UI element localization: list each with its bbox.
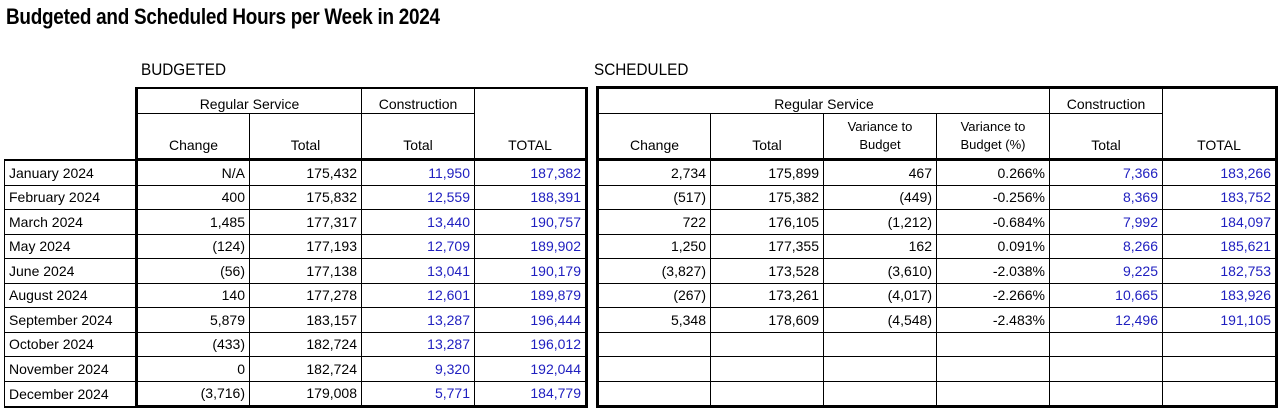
budgeted-grand-total-cell: 189,879: [475, 283, 587, 308]
budgeted-grand-total-cell: 196,012: [475, 332, 587, 357]
scheduled-grand-total-cell: 183,752: [1163, 185, 1277, 210]
budgeted-change-cell: (124): [137, 234, 250, 259]
scheduled-total-cell: 178,609: [711, 308, 824, 333]
budgeted-construction-cell: 13,440: [362, 210, 475, 235]
scheduled-construction-header: Construction: [1050, 88, 1163, 114]
budgeted-change-cell: 0: [137, 357, 250, 382]
budgeted-construction-cell: 12,559: [362, 185, 475, 210]
month-cell: August 2024: [5, 283, 137, 308]
scheduled-construction-cell: [1050, 332, 1163, 357]
scheduled-total-cell: 173,261: [711, 283, 824, 308]
table-row: [5, 332, 1277, 357]
budgeted-construction-total-header: Total: [362, 114, 475, 160]
scheduled-variance-pct-cell: 0.091%: [937, 234, 1050, 259]
budgeted-construction-cell: 13,287: [362, 332, 475, 357]
budgeted-change-cell: (3,716): [137, 381, 250, 407]
table-row: [5, 259, 1277, 284]
scheduled-construction-cell: 9,225: [1050, 259, 1163, 284]
table-row: [5, 308, 1277, 333]
scheduled-construction-total-header: Total: [1050, 114, 1163, 160]
scheduled-variance-cell: [824, 357, 937, 382]
month-cell: September 2024: [5, 308, 137, 333]
scheduled-grand-total-cell: [1163, 381, 1277, 407]
table-row: [5, 283, 1277, 308]
month-cell: February 2024: [5, 185, 137, 210]
scheduled-total-cell: 175,899: [711, 160, 824, 186]
scheduled-variance-pct-cell: 0.266%: [937, 160, 1050, 186]
budgeted-total-cell: 177,138: [250, 259, 362, 284]
scheduled-variance-pct-cell: [937, 332, 1050, 357]
budgeted-total-cell: 177,278: [250, 283, 362, 308]
budgeted-construction-cell: 13,287: [362, 308, 475, 333]
budgeted-change-cell: (433): [137, 332, 250, 357]
scheduled-construction-cell: 7,992: [1050, 210, 1163, 235]
scheduled-regular-service-header: Regular Service: [598, 88, 1050, 114]
budgeted-construction-cell: 12,601: [362, 283, 475, 308]
scheduled-construction-cell: 8,266: [1050, 234, 1163, 259]
budgeted-construction-cell: 5,771: [362, 381, 475, 407]
scheduled-section-label: SCHEDULED: [594, 60, 689, 79]
scheduled-construction-cell: [1050, 381, 1163, 407]
budgeted-construction-cell: 12,709: [362, 234, 475, 259]
budgeted-change-cell: (56): [137, 259, 250, 284]
budgeted-total-cell: 177,193: [250, 234, 362, 259]
scheduled-construction-cell: 8,369: [1050, 185, 1163, 210]
scheduled-change-cell: (517): [598, 185, 711, 210]
scheduled-total-cell: 173,528: [711, 259, 824, 284]
month-cell: May 2024: [5, 234, 137, 259]
budgeted-grand-total-cell: 187,382: [475, 160, 587, 186]
scheduled-construction-cell: 10,665: [1050, 283, 1163, 308]
month-cell: January 2024: [5, 160, 137, 186]
scheduled-total-header-spacer: [1163, 88, 1277, 114]
budgeted-total-cell: 182,724: [250, 357, 362, 382]
scheduled-total-cell: [711, 381, 824, 407]
scheduled-total-cell: 176,105: [711, 210, 824, 235]
scheduled-change-cell: (3,827): [598, 259, 711, 284]
scheduled-construction-cell: 7,366: [1050, 160, 1163, 186]
scheduled-variance-cell: (1,212): [824, 210, 937, 235]
scheduled-total-cell: 177,355: [711, 234, 824, 259]
scheduled-grand-total-cell: 183,926: [1163, 283, 1277, 308]
budgeted-grand-total-cell: 188,391: [475, 185, 587, 210]
budgeted-grand-total-header: TOTAL: [475, 114, 587, 160]
scheduled-variance-cell: 467: [824, 160, 937, 186]
scheduled-grand-total-cell: 182,753: [1163, 259, 1277, 284]
month-cell: November 2024: [5, 357, 137, 382]
scheduled-variance-header: Variance to Budget: [824, 114, 937, 160]
scheduled-variance-pct-cell: [937, 381, 1050, 407]
budgeted-total-cell: 182,724: [250, 332, 362, 357]
scheduled-change-cell: 1,250: [598, 234, 711, 259]
scheduled-construction-cell: [1050, 357, 1163, 382]
budgeted-total-cell: 175,832: [250, 185, 362, 210]
budgeted-total-cell: 177,317: [250, 210, 362, 235]
hours-table: [4, 86, 1278, 408]
table-row: [5, 210, 1277, 235]
scheduled-variance-pct-cell: -2.266%: [937, 283, 1050, 308]
scheduled-variance-pct-cell: -0.684%: [937, 210, 1050, 235]
month-cell: June 2024: [5, 259, 137, 284]
budgeted-change-header: Change: [137, 114, 250, 160]
scheduled-change-cell: [598, 381, 711, 407]
budgeted-grand-total-cell: 184,779: [475, 381, 587, 407]
budgeted-grand-total-cell: 196,444: [475, 308, 587, 333]
column-header-row: [5, 114, 1277, 160]
scheduled-change-cell: [598, 357, 711, 382]
scheduled-variance-cell: [824, 381, 937, 407]
table-row: [5, 160, 1277, 186]
budgeted-total-cell: 183,157: [250, 308, 362, 333]
month-cell: December 2024: [5, 381, 137, 407]
budgeted-total-header: Total: [250, 114, 362, 160]
scheduled-grand-total-cell: 191,105: [1163, 308, 1277, 333]
budgeted-total-header-spacer: [475, 88, 587, 114]
scheduled-grand-total-cell: 184,097: [1163, 210, 1277, 235]
scheduled-change-header: Change: [598, 114, 711, 160]
scheduled-variance-cell: (4,017): [824, 283, 937, 308]
table-row: [5, 381, 1277, 407]
scheduled-variance-pct-cell: [937, 357, 1050, 382]
scheduled-change-cell: 2,734: [598, 160, 711, 186]
budgeted-regular-service-header: Regular Service: [137, 88, 362, 114]
scheduled-construction-cell: 12,496: [1050, 308, 1163, 333]
budgeted-change-cell: 140: [137, 283, 250, 308]
month-cell: October 2024: [5, 332, 137, 357]
budgeted-change-cell: N/A: [137, 160, 250, 186]
budgeted-total-cell: 179,008: [250, 381, 362, 407]
page-title: Budgeted and Scheduled Hours per Week in 2024: [6, 4, 440, 29]
budgeted-construction-cell: 11,950: [362, 160, 475, 186]
scheduled-total-cell: [711, 357, 824, 382]
budgeted-grand-total-cell: 190,757: [475, 210, 587, 235]
scheduled-total-header: Total: [711, 114, 824, 160]
scheduled-change-cell: (267): [598, 283, 711, 308]
budgeted-grand-total-cell: 190,179: [475, 259, 587, 284]
scheduled-grand-total-header: TOTAL: [1163, 114, 1277, 160]
budgeted-change-cell: 5,879: [137, 308, 250, 333]
scheduled-variance-pct-cell: -2.483%: [937, 308, 1050, 333]
scheduled-variance-cell: [824, 332, 937, 357]
budgeted-construction-cell: 9,320: [362, 357, 475, 382]
scheduled-total-cell: 175,382: [711, 185, 824, 210]
scheduled-variance-cell: (4,548): [824, 308, 937, 333]
scheduled-grand-total-cell: [1163, 357, 1277, 382]
month-cell: March 2024: [5, 210, 137, 235]
group-header-row: [5, 88, 1277, 114]
budgeted-section-label: BUDGETED: [141, 60, 227, 79]
scheduled-grand-total-cell: 183,266: [1163, 160, 1277, 186]
scheduled-change-cell: [598, 332, 711, 357]
scheduled-total-cell: [711, 332, 824, 357]
budgeted-construction-cell: 13,041: [362, 259, 475, 284]
scheduled-variance-cell: 162: [824, 234, 937, 259]
table-row: [5, 234, 1277, 259]
budgeted-change-cell: 400: [137, 185, 250, 210]
scheduled-change-cell: 5,348: [598, 308, 711, 333]
scheduled-variance-pct-cell: -2.038%: [937, 259, 1050, 284]
scheduled-variance-pct-cell: -0.256%: [937, 185, 1050, 210]
scheduled-variance-pct-header: Variance to Budget (%): [937, 114, 1050, 160]
table-row: [5, 185, 1277, 210]
scheduled-grand-total-cell: [1163, 332, 1277, 357]
budgeted-change-cell: 1,485: [137, 210, 250, 235]
scheduled-variance-cell: (449): [824, 185, 937, 210]
budgeted-grand-total-cell: 192,044: [475, 357, 587, 382]
scheduled-grand-total-cell: 185,621: [1163, 234, 1277, 259]
scheduled-variance-cell: (3,610): [824, 259, 937, 284]
data-rows: [5, 160, 1277, 407]
scheduled-change-cell: 722: [598, 210, 711, 235]
table-row: [5, 357, 1277, 382]
budgeted-construction-header: Construction: [362, 88, 475, 114]
budgeted-grand-total-cell: 189,902: [475, 234, 587, 259]
budgeted-total-cell: 175,432: [250, 160, 362, 186]
